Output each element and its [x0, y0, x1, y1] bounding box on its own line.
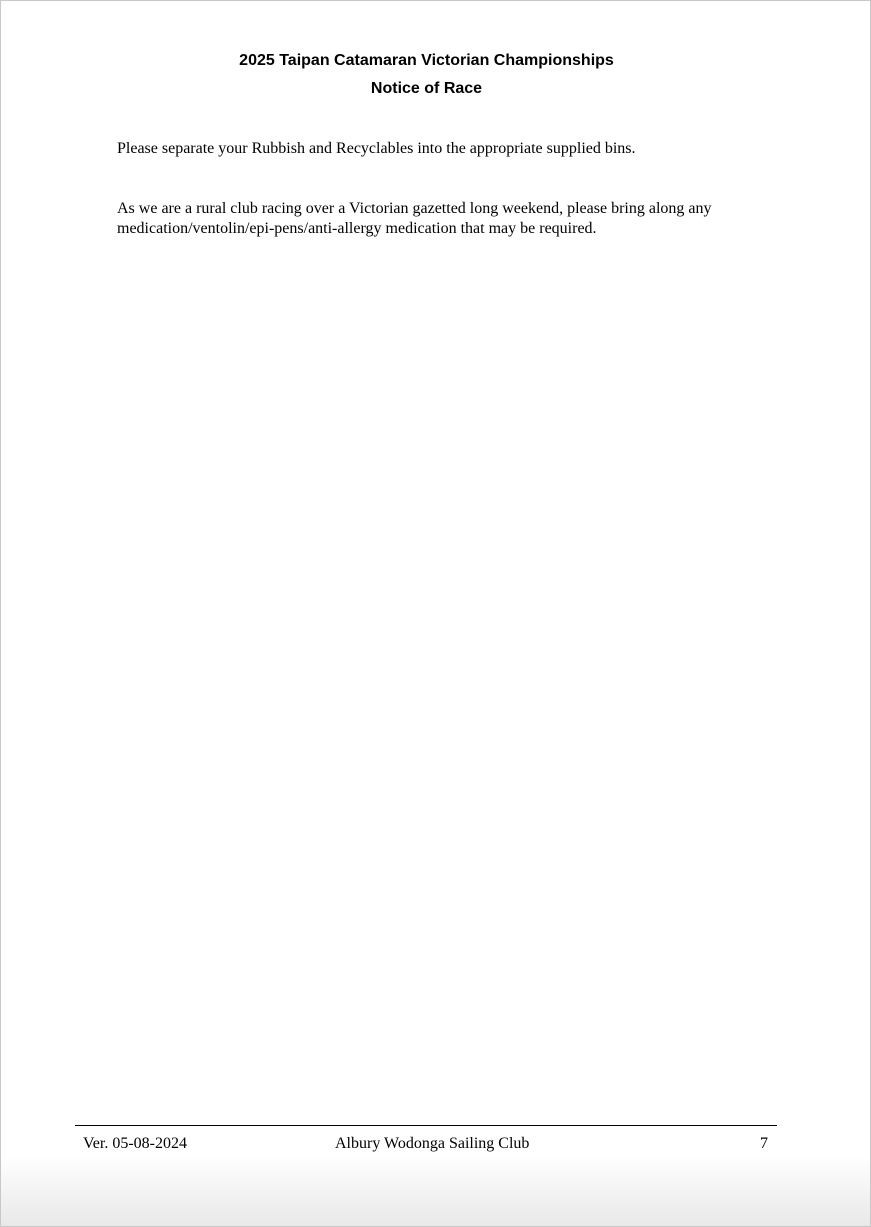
paragraph-medication: As we are a rural club racing over a Victorian gazetted long weekend, please bring along any medication/ventolin/epi-pens/anti-allergy medication that may be required.	[117, 200, 712, 237]
page-bottom-shadow	[1, 1156, 870, 1226]
paragraph-rubbish: Please separate your Rubbish and Recyclables into the appropriate supplied bins.	[117, 140, 636, 157]
footer-version: Ver. 05-08-2024	[83, 1135, 187, 1152]
footer-page-number: 7	[760, 1135, 768, 1152]
footer-divider	[75, 1125, 777, 1126]
document-subtitle: Notice of Race	[370, 80, 483, 97]
document-title: 2025 Taipan Catamaran Victorian Championships	[239, 52, 614, 69]
footer-club-name: Albury Wodonga Sailing Club	[335, 1135, 530, 1152]
